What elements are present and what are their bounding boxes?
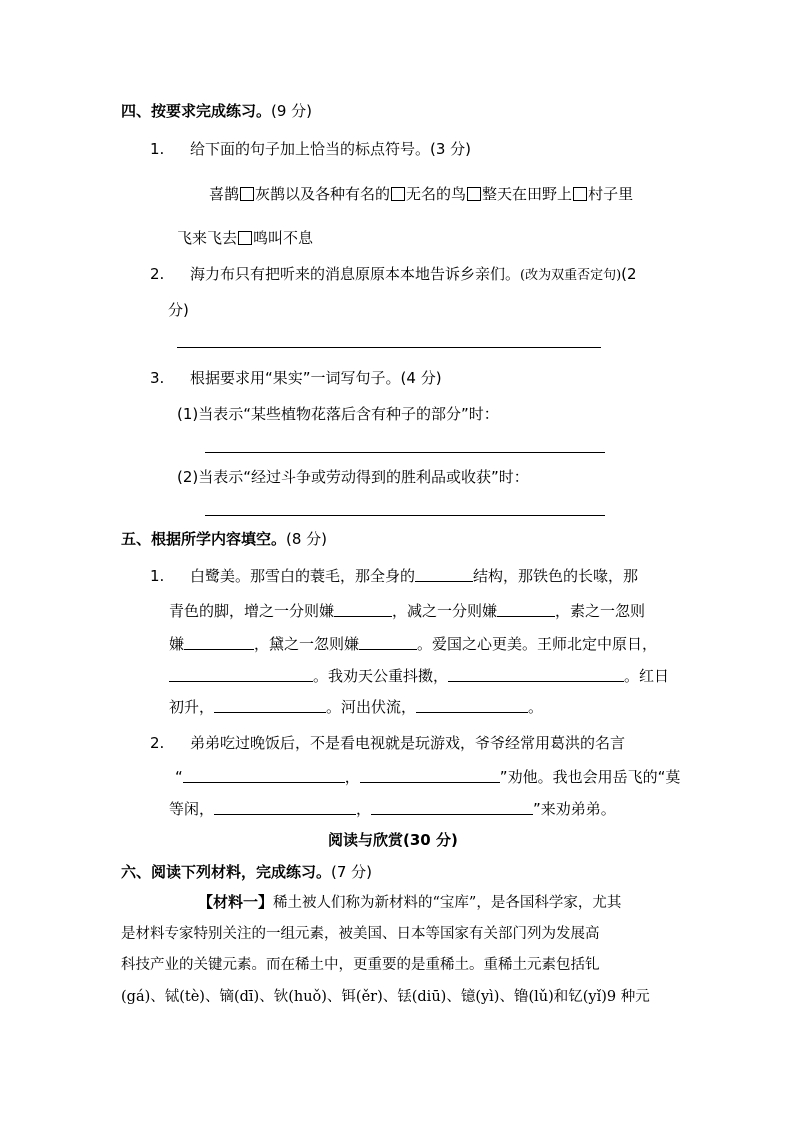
sentence-fragment: 无名的鸟 [406,185,467,203]
text-segment: 初升， [169,698,215,716]
punctuation-box[interactable] [467,187,481,201]
q4-3-prompt [150,368,442,388]
text-segment: ， [356,800,372,818]
fill-blank[interactable] [184,635,254,650]
q5-1-number: 1. [150,567,165,585]
q4-1-sentence-line1 [209,184,633,204]
text-segment: 。我劝天公重抖擞， [313,667,449,685]
q4-3-sub1: (1)当表示“某些植物花落后含有种子的部分”时： [177,405,499,423]
q5-2-line1 [150,733,626,753]
q4-2-answer-line[interactable] [177,347,601,348]
fill-blank[interactable] [371,800,533,815]
q5-1-line2 [169,601,645,621]
text-segment: 嫌 [169,635,185,653]
fill-blank[interactable] [360,768,500,783]
section4-score: (9 分) [271,102,313,120]
reading-section-title: 阅读与欣赏(30 分) [328,831,458,849]
text-segment: “ [175,768,183,786]
q5-1-line1 [150,566,639,586]
sentence-fragment: 村子里 [588,185,634,203]
q4-3-sub2-answer-line[interactable] [205,515,605,516]
q4-1-number: 1. [150,140,165,158]
punctuation-box[interactable] [238,231,252,245]
text-segment: ， [344,768,360,786]
sentence-fragment: 飞来飞去 [177,229,238,247]
material-label: 【材料一】 [198,893,274,911]
text-segment: 青色的脚，增之一分则嫌 [169,602,335,620]
fill-blank[interactable] [497,602,555,617]
q4-3-number: 3. [150,369,165,387]
text-segment: 。 [528,698,544,716]
material-line-4: (gá)、铽(tè)、镝(dī)、钬(huǒ)、铒(ěr)、铥(diū)、镱(yì)、镥(lǔ)和钇(yǐ)9 种元 [121,989,650,1005]
q4-2-instruction: (改为双重否定句) [520,268,622,283]
punctuation-box[interactable] [573,187,587,201]
text-segment: ”来劝弟弟。 [533,800,616,818]
q4-2-score-a: (2 [621,265,637,283]
text-segment: 白鹭美。那雪白的蓑毛，那全身的 [190,567,416,585]
section5-score: (8 分) [286,530,328,548]
q4-3-sub2: (2)当表示“经过斗争或劳动得到的胜利品或收获”时： [177,468,529,486]
fill-blank[interactable] [214,800,356,815]
text-segment: 结构，那铁色的长喙，那 [473,567,639,585]
text-segment: 弟弟吃过晚饭后，不是看电视就是玩游戏，爷爷经常用葛洪的名言 [190,734,626,752]
q4-1-text: 给下面的句子加上恰当的标点符号。(3 分) [190,140,472,158]
text-segment: 。河出伏流， [326,698,417,716]
q5-1-line4 [169,666,669,686]
sentence-fragment: 整天在田野上 [482,185,573,203]
sentence-fragment: 喜鹊 [209,185,240,203]
section6-heading [121,862,372,882]
section6-score: (7 分) [331,863,373,881]
section6-title: 六、阅读下列材料，完成练习。 [121,863,332,881]
fill-blank[interactable] [183,768,345,783]
material-line-2: 是材料专家特别关注的一组元素，被美国、日本等国家有关部门列为发展高 [121,926,600,942]
q5-1-line3 [169,634,657,654]
fill-blank[interactable] [334,602,392,617]
material-line-3: 科技产业的关键元素。而在稀土中，更重要的是重稀土。重稀土元素包括钆 [121,957,600,973]
section4-heading [121,101,312,121]
q4-3-text: 根据要求用“果实”一词写句子。(4 分) [190,369,442,387]
fill-blank[interactable] [359,635,417,650]
q4-3-sub1-answer-line[interactable] [205,452,605,453]
q5-2-line3 [169,799,616,819]
fill-blank[interactable] [169,667,313,682]
text-segment: ，黛之一忽则嫌 [254,635,360,653]
q4-2-body [190,264,637,286]
text-segment: 。爱国之心更美。王师北定中原日， [417,635,658,653]
q5-2-number: 2. [150,734,165,752]
fill-blank[interactable] [214,698,326,713]
text-segment: 。红日 [624,667,670,685]
q5-2-line2 [175,767,680,787]
q4-2-number: 2. [150,265,165,283]
q4-2-prompt [150,264,637,284]
text-segment: ”劝他。我也会用岳飞的“莫 [499,768,681,786]
q5-1-line5 [169,697,543,717]
text-segment: ，减之一分则嫌 [392,602,498,620]
fill-blank[interactable] [415,567,473,582]
punctuation-box[interactable] [240,187,254,201]
section5-heading [121,529,327,549]
material-text: 稀土被人们称为新材料的“宝库”，是各国科学家，尤其 [273,895,622,911]
section5-title: 五、根据所学内容填空。 [121,530,287,548]
fill-blank[interactable] [448,667,624,682]
text-segment: 等闲， [169,800,215,818]
sentence-fragment: 灰鹊以及各种有名的 [255,185,391,203]
q4-2-text: 海力布只有把听来的消息原原本本地告诉乡亲们。 [190,265,521,283]
q4-2-score-b: 分) [168,301,189,319]
q4-1-sentence-line2 [177,228,313,248]
text-segment: ，素之一忽则 [555,602,646,620]
fill-blank[interactable] [416,698,528,713]
punctuation-box[interactable] [391,187,405,201]
section4-title: 四、按要求完成练习。 [121,102,272,120]
material-line-1 [198,892,621,913]
q4-1-prompt [150,139,472,159]
sentence-fragment: 鸣叫不息 [253,229,314,247]
